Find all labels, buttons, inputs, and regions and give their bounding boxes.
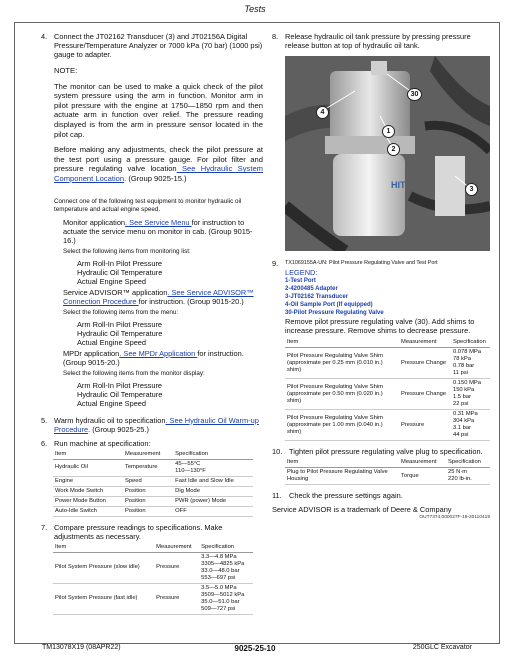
step-number: 11. (272, 491, 282, 500)
table-cell: 3.5—5.0 MPa 3509—5012 kPa 35.0—51.0 bar 509—727 psi (199, 583, 253, 614)
table-cell: Engine (53, 476, 123, 486)
monitor-application-post: for instruction to actuate the service menu on monitor in cab. (Group 9015-16.) (63, 217, 253, 245)
table-cell: Pilot Pressure Regulating Valve Shim (approximate per 0.50 mm (0.020 in.) shim) (285, 379, 399, 410)
list-item: Hydraulic Oil Temperature (77, 328, 163, 338)
step-text: Connect the JT02162 Transducer (3) and JT02156A Digital Pressure/Temperature Analyzer or 7000 kPa (70 bar) (1000 psi) gauge to adapter. (54, 32, 263, 59)
service-menu-link[interactable]: . See Service Menu (125, 217, 192, 227)
legend-item: 1-Test Port (285, 278, 316, 284)
step-text: Check the pressure settings again. (289, 491, 403, 500)
legend-item: 30-Pilot Pressure Regulating Valve (285, 310, 384, 316)
table-header: Item (53, 450, 123, 460)
step-number: 10. (272, 447, 283, 456)
torque-spec-table (285, 458, 490, 485)
list-item: Hydraulic Oil Temperature (77, 267, 163, 277)
monitoring-items-list-1 (77, 259, 263, 286)
note-paragraph-1: The monitor can be used to make a quick check of the pilot system pressure using the arm in function. Monitor arm in pilot pressure with the engine at 1750—1850 rpm and then actuate arm in function over relief. The pressure reading displayed is from the arm in pressure sensor located in the pilot cap. (54, 81, 263, 139)
step-5-post: . (Group 9025-25.) (88, 424, 149, 434)
table-cell: 3.3—4.8 MPa 3305—4825 kPa 33.0—48.0 bar 553—697 psi (199, 552, 253, 583)
mpdr-application-link[interactable]: . See MPDr Application (119, 348, 198, 358)
select-monitoring-text: Select the following items from monitoring list: (63, 247, 191, 255)
step-10 (272, 447, 490, 456)
callout-4: 4 (316, 106, 329, 119)
step-text (54, 416, 263, 434)
table-header: Item (285, 338, 399, 348)
step-number: 5. (41, 415, 48, 425)
footer-model: 250GLC Excavator (412, 644, 472, 651)
table-cell: Pressure Change (399, 379, 451, 410)
mpdr-application-post: for instruction. (Group 9015-20.) (63, 348, 244, 367)
table-row (285, 348, 490, 379)
table-cell: Pilot Pressure Regulating Valve Shim (approximate per 1.00 mm (0.040 in.) shim) (285, 410, 399, 441)
table-cell: Dig Mode (173, 486, 253, 496)
step-4 (41, 32, 263, 59)
step-7 (41, 523, 263, 541)
list-item: Arm Roll-In Pilot Pressure (77, 319, 163, 329)
connect-equipment-text: Connect one of the following test equipment to monitor hydraulic oil temperature and actual engine speed. (54, 197, 242, 213)
table-cell: Pressure (399, 410, 451, 441)
table-cell: OFF (173, 506, 253, 516)
service-advisor-label: Service ADVISOR™ application (63, 287, 168, 297)
list-item: Arm Roll-In Pilot Pressure (77, 380, 163, 390)
table-cell: Power Mode Button (53, 496, 123, 506)
monitoring-items-list-2 (77, 320, 263, 347)
step-number: 8. (272, 32, 279, 41)
brand-lettering: HIT (391, 180, 406, 190)
table-header: Item (285, 458, 399, 468)
table-header: Measurement (399, 458, 446, 468)
step-text: Tighten pilot pressure regulating valve plug to specification. (289, 447, 483, 456)
hydraulic-oil-warmup-link[interactable]: . See Hydraulic Oil Warm-up Procedure (54, 415, 259, 434)
note-p2-post: . (Group 9025-15.) (124, 173, 187, 183)
list-item: Actual Engine Speed (77, 337, 147, 347)
table-cell: 25 N·m 220 lb-in. (446, 468, 490, 485)
legend-item: 4-Oil Sample Port (If equipped) (285, 302, 373, 308)
monitoring-items-list-3 (77, 381, 263, 408)
callout-30: 30 (407, 88, 422, 101)
table-cell: Work Mode Switch (53, 486, 123, 496)
shim-spec-table (285, 338, 490, 441)
callout-3: 3 (465, 183, 478, 196)
valve-photo (285, 56, 490, 251)
table-cell: Position (123, 506, 173, 516)
mpdr-application-label: MPDr application (63, 348, 120, 358)
table-row (53, 496, 253, 506)
page-header-title: Tests (244, 4, 266, 14)
remove-valve-text: Remove pilot pressure regulating valve (30). Add shims to increase pressure. Remove shims to decrease pressure. (285, 317, 475, 335)
table-cell: Auto-Idle Switch (53, 506, 123, 516)
step-9 (272, 259, 490, 268)
table-header: Measurement (154, 543, 199, 553)
table-cell: Torque (399, 468, 446, 485)
table-row (53, 476, 253, 486)
step-8 (272, 32, 490, 50)
note-paragraph-2 (54, 145, 263, 183)
table-header: Specification (446, 458, 490, 468)
step-number: 6. (41, 438, 48, 448)
list-item: Actual Engine Speed (77, 276, 147, 286)
table-cell: Pilot Pressure Regulating Valve Shim (approximate per 0.25 mm (0.010 in.) shim) (285, 348, 399, 379)
select-display-text: Select the following items from the monitor display: (63, 369, 205, 377)
service-advisor-text (63, 288, 263, 306)
service-advisor-connection-link[interactable]: . See Service ADVISOR™ Connection Procedure (63, 287, 254, 306)
table-cell: Speed (123, 476, 173, 486)
table-row (53, 486, 253, 496)
table-cell: PWR (power) Mode (173, 496, 253, 506)
table-row (53, 552, 253, 583)
footer-page-number: 9025-25-10 (234, 644, 276, 653)
pilot-pressure-spec-table (53, 543, 253, 615)
step-number: 4. (41, 32, 48, 41)
legend-item: 2-4200485 Adapter (285, 286, 338, 292)
table-cell: 0.150 MPa 150 kPa 1.5 bar 22 psi (451, 379, 490, 410)
table-header: Measurement (399, 338, 451, 348)
table-row (53, 506, 253, 516)
run-spec-table (53, 450, 253, 517)
list-item: Arm Roll-In Pilot Pressure (77, 258, 163, 268)
callout-2: 2 (387, 143, 400, 156)
list-item: Hydraulic Oil Temperature (77, 389, 163, 399)
table-header: Specification (451, 338, 490, 348)
table-cell: Pilot System Pressure (fast idle) (53, 583, 154, 614)
right-column (272, 32, 490, 521)
hydraulic-component-location-link[interactable]: See Hydraulic System Component Location (54, 164, 263, 183)
table-cell: Fast Idle and Slow Idle (173, 476, 253, 486)
trademark-note: Service ADVISOR is a trademark of Deere & Company (272, 505, 452, 514)
table-cell: 45—55°C 110—130°F (173, 459, 253, 476)
table-cell: Plug to Pilot Pressure Regulating Valve Housing (285, 468, 399, 485)
callout-1: 1 (382, 125, 395, 138)
left-column (41, 32, 263, 621)
list-item: Actual Engine Speed (77, 398, 147, 408)
table-header: Specification (173, 450, 253, 460)
note-label: NOTE: (54, 66, 78, 75)
legend-item: 3-JT02162 Transducer (285, 294, 349, 300)
step-6 (41, 439, 263, 448)
step-number: 9. (272, 259, 279, 268)
monitor-application-text (63, 218, 263, 245)
legend (285, 268, 490, 317)
table-row (285, 468, 490, 485)
step-text: Release hydraulic oil tank pressure by pressing pressure release button at top of hydraulic oil tank. (285, 32, 471, 50)
legend-title: LEGEND: (285, 268, 318, 277)
table-cell: 0.078 MPa 78 kPa 0.78 bar 11 psi (451, 348, 490, 379)
mpdr-application-text (63, 349, 263, 367)
document-code: OUT7374,000027F-19-20110419 (419, 515, 490, 520)
table-cell: Pilot System Pressure (slow idle) (53, 552, 154, 583)
step-5 (41, 416, 263, 434)
table-cell: Pressure Change (399, 348, 451, 379)
monitor-application-label: Monitor application (63, 217, 126, 227)
step-5-text: Warm hydraulic oil to specification (54, 415, 166, 425)
table-header: Measurement (123, 450, 173, 460)
table-cell: Pressure (154, 583, 199, 614)
table-row (53, 583, 253, 614)
step-11 (272, 491, 490, 500)
table-cell: Pressure (154, 552, 199, 583)
table-cell: Position (123, 496, 173, 506)
table-cell: Position (123, 486, 173, 496)
table-row (53, 459, 253, 476)
step-text: Compare pressure readings to specifications. Make adjustments as necessary. (54, 522, 223, 541)
note-p2-text: Before making any adjustments, check the pilot pressure at the test port using a pressure gauge. For pilot filter and pressure regulating valve location (54, 145, 263, 174)
service-advisor-post: for instruction. (Group 9015-20.) (138, 296, 244, 306)
table-row (285, 379, 490, 410)
table-header: Item (53, 543, 154, 553)
select-menu-text: Select the following items from the menu: (63, 308, 179, 316)
table-cell: Temperature (123, 459, 173, 476)
table-cell: Hydraulic Oil (53, 459, 123, 476)
table-row (285, 410, 490, 441)
step-number: 7. (41, 522, 48, 532)
table-cell: 0.31 MPa 304 kPa 3.1 bar 44 psi (451, 410, 490, 441)
footer-doc-id: TM13078X19 (08APR22) (42, 644, 121, 651)
step-text: Run machine at specification: (54, 438, 151, 448)
figure-caption: TX1069155A-UN: Pilot Pressure Regulating Valve and Test Port (285, 260, 438, 266)
table-header: Specification (199, 543, 253, 553)
